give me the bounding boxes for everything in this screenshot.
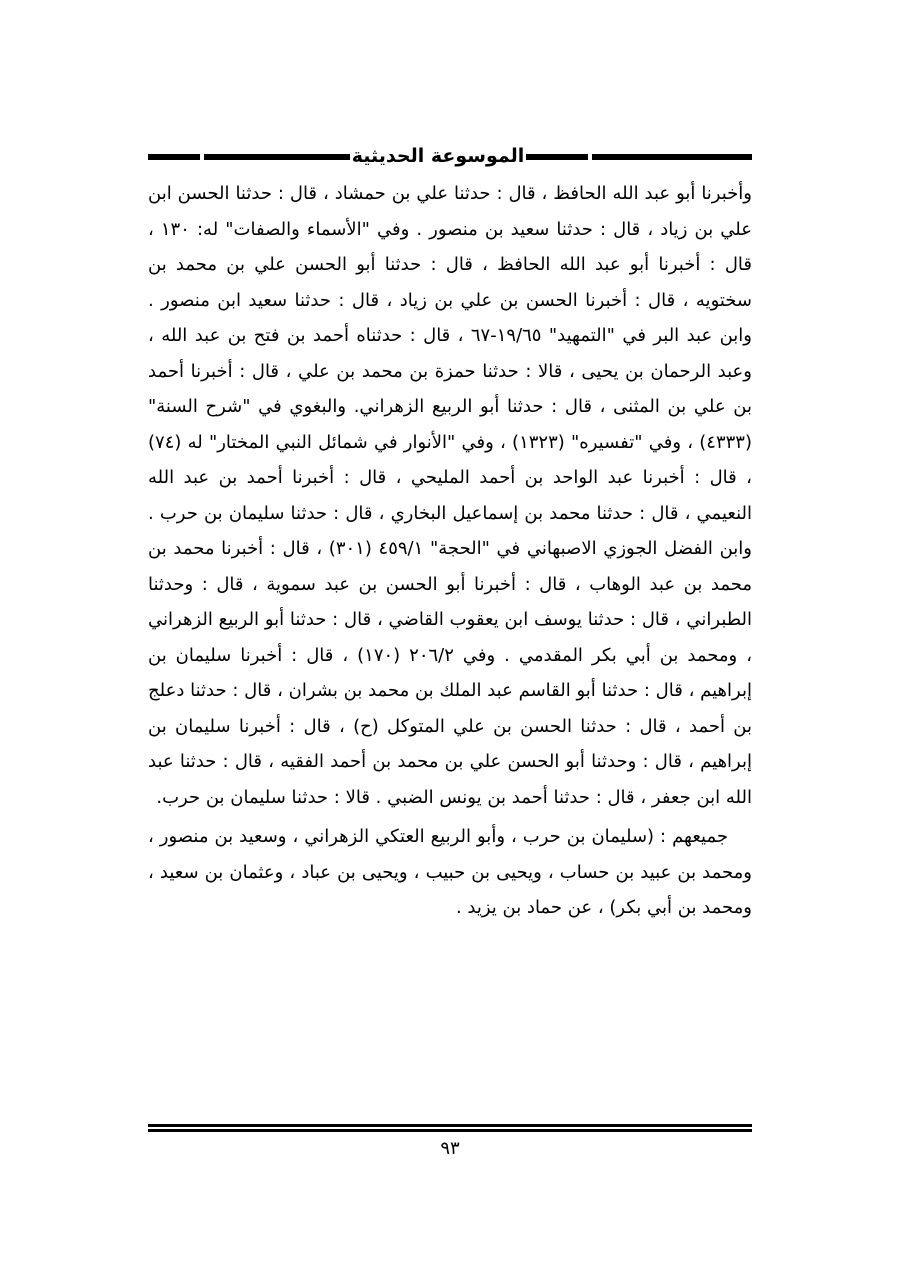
body-paragraph-2: جميعهم : (سليمان بن حرب ، وأبو الربيع العتكي الزهراني ، وسعيد بن منصور ، ومحمد بن عبيد بن حساب ، ويحيى بن حبيب ، ويحيى بن عباد ، وعثمان بن سعيد ، ومحمد بن أبي بكر) ، عن حماد بن يزيد .: [148, 826, 752, 918]
page-header: [148, 142, 752, 176]
running-header-title: الموسوعة الحديثية: [350, 142, 526, 172]
header-rule-right: [592, 154, 752, 160]
body-paragraph-1: وأخبرنا أبو عبد الله الحافظ ، قال : حدثنا علي بن حمشاد ، قال : حدثنا الحسن ابن علي بن زياد ، قال : حدثنا سعيد بن منصور . وفي "الأسماء والصفات" له: ١٣٠ ، قال : أخبرنا أبو عبد الله الحافظ ، قال : حدثنا أبو الحسن علي بن محمد بن سختويه ، قال : أخبرنا الحسن بن علي بن زياد ، قال : حدثنا سعيد ابن منصور . وابن عبد البر في "التمهيد" ١٩/٦٥-٦٧ ، قال : حدثناه أحمد بن فتح بن عبد الله ، وعبد الرحمان بن يحيى ، قالا : حدثنا حمزة بن محمد بن علي ، قال : أخبرنا أحمد بن علي بن المثنى ، قال : حدثنا أبو الربيع الزهراني. والبغوي في "شرح السنة" (٤٣٣٣) ، وفي "تفسيره" (١٣٢٣) ، وفي "الأنوار في شمائل النبي المختار" له (٧٤) ، قال : أخبرنا عبد الواحد بن أحمد المليحي ، قال : أخبرنا أحمد بن عبد الله النعيمي ، قال : حدثنا محمد بن إسماعيل البخاري ، قال : حدثنا سليمان بن حرب . وابن الفضل الجوزي الاصبهاني في "الحجة" ٤٥٩/١ (٣٠١) ، قال : أخبرنا محمد بن محمد بن عبد الوهاب ، قال : أخبرنا أبو الحسن بن عبد سموية ، قال : وحدثنا الطبراني ، قال : حدثنا يوسف ابن يعقوب القاضي ، قال : حدثنا أبو الربيع الزهراني ، ومحمد بن أبي بكر المقدمي . وفي ٢٠٦/٢ (١٧٠) ، قال : أخبرنا سليمان بن إبراهيم ، قال : حدثنا أبو القاسم عبد الملك بن محمد بن بشران ، قال : حدثنا دعلج بن أحمد ، قال : حدثنا الحسن بن علي المتوكل (ح) ، قال : أخبرنا سليمان بن إبراهيم ، قال : وحدثنا أبو الحسن علي بن محمد بن أحمد الفقيه ، قال : حدثنا عبد الله ابن جعفر ، قال : حدثنا أحمد بن يونس الضبي . قالا : حدثنا سليمان بن حرب.: [148, 183, 752, 808]
footer-rule: [148, 1124, 752, 1132]
page-body: [148, 176, 752, 926]
page-number: ٩٣: [440, 1138, 460, 1159]
header-rule-left: [148, 154, 200, 160]
